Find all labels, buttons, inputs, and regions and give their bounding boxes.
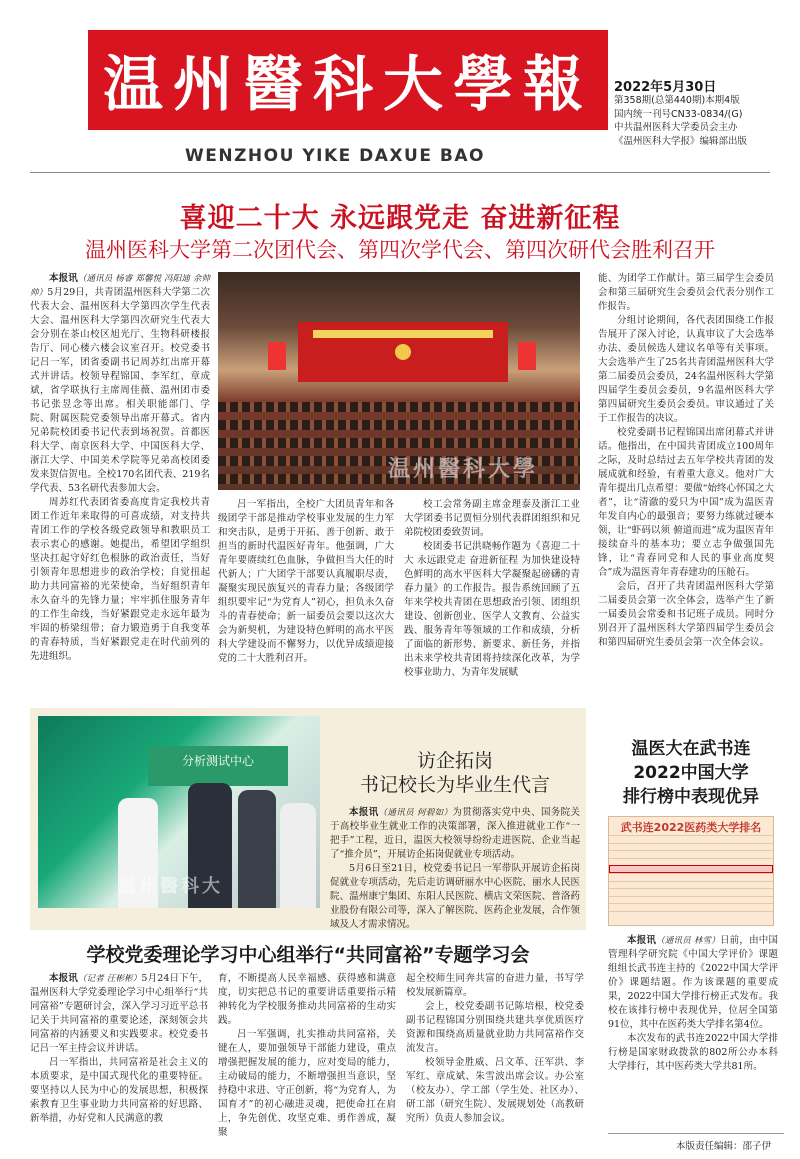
paragraph: 校领导金胜威、吕文革、汪军洪、李军红、章成斌、朱雪波出席会议。办公室（校友办）、学工部（学生处、社区办）、研工部（研究生院）、发展规划处（高教研究所）负责人参加会议。 xyxy=(406,1057,584,1124)
byline-label: 本报讯 xyxy=(49,273,78,284)
paragraph: 校党委副书记程锦国出席闭幕式并讲话。他指出，在中国共青团成立100周年之际，及时总结过去五年学校共青团的发展成就和经验，有着重大意义。他对广大青年提出几点希望：要做“始终心怀国之大者”，让“清澈的爱只为中国”成为温医青年发自内心的最强音；要努力练就过硬本领，让“虾码以须 俯道而进”成为温医青年接续奋斗的基本功；要立志争做强国先锋，让“青春同党和人民的事业高度契合”成为温医青年青春建功的压舱石。 xyxy=(598,427,774,578)
congress-photo xyxy=(218,272,580,490)
flag-icon xyxy=(518,342,536,370)
paragraph: 育，不断提高人民幸福感、获得感和满意度，切实把总书记的重要讲话重要指示精神转化为学校服务推动共同富裕的生动实践。 xyxy=(218,973,396,1026)
visit-title-line-2: 书记校长为毕业生代言 xyxy=(359,774,550,796)
paragraph: 吕一军指出，共同富裕是社会主义的本质要求，是中国式现代化的重要特征。要坚持以人民为中心的发展思想，积极探索教育卫生事业助力共同富裕的好思路、新举措，办好党和人民满意的教 xyxy=(30,1057,208,1124)
paragraph: 吕一军强调，扎实推动共同富裕，关键在人，要加强领导干部能力建设，重点增强把握发展的能力，应对变局的能力，主动破局的能力，不断增强担当意识，坚持稳中求进、守正创新，将“为党育人，为国育才”的初心融进灵魂，把使命扛在肩上，争先创优、攻坚克难、勇作善成，凝聚 xyxy=(218,1029,396,1138)
study-column-2 xyxy=(218,972,396,1140)
person xyxy=(280,803,316,908)
table-row xyxy=(609,873,773,881)
lead-column-4 xyxy=(598,272,774,650)
paragraph: 本次发布的武书连2022中国大学排行榜是国家财政拨款的802所公办本科大学排行，其中医药类大学共81所。 xyxy=(608,1033,778,1072)
study-title: 学校党委理论学习中心组举行“共同富裕”专题学习会 xyxy=(86,944,530,966)
byline-label: 本报讯 xyxy=(349,807,379,818)
issue-meta-line: 国内统一刊号CN33-0834/(G) xyxy=(614,108,743,120)
table-row xyxy=(609,881,773,889)
byline-reporters: （通讯员 何碧如） xyxy=(378,808,453,818)
audience-row xyxy=(218,438,580,448)
table-row xyxy=(609,903,773,911)
photo-watermark: 温州醫科大 xyxy=(118,876,223,897)
issue-meta-line: 第358期(总第440期)本期4版 xyxy=(614,95,740,106)
issue-meta xyxy=(614,94,747,148)
lead-column-3 xyxy=(404,498,580,680)
issue-meta-line: 中共温州医科大学委员会主办 xyxy=(614,122,738,133)
photo-watermark: 温州醫科大學 xyxy=(388,456,539,482)
paragraph: 吕一军指出，全校广大团员青年和各级团学干部是推动学校事业发展的生力军和突击队，是勇于开拓、善于创新、敢于担当的新时代温医好青年。他强调，广大青年要赓续红色血脉，争做担当大任的时代新人；广大团学干部要认真履职尽责，凝聚实现民族复兴的青春力量；各级团学组织要牢记“为党育人”初心，担负永久奋斗的青春使命；新一届委员会要以这次大会为新契机，为建设特色鲜明的高水平医科大学建设而不懈努力，以优异成绩迎接党的二十大胜利召开。 xyxy=(218,499,394,664)
ranking-body xyxy=(608,934,778,1074)
table-row xyxy=(609,896,773,904)
paragraph: 分组讨论期间，各代表团围绕工作报告展开了深入讨论，认真审议了大会选举办法、委员候选人建议名单等有关事项。大会选举产生了25名共青团温州医科大学第二届委员会委员，24名温州医科大学第四届学生委员会委员，9名温州医科大学第四届研究生委员会委员。审议通过了关于工作报告的决议。 xyxy=(598,315,774,424)
newspaper-pinyin: WENZHOU YIKE DAXUE BAO xyxy=(185,146,485,166)
byline-label: 本报讯 xyxy=(49,973,78,984)
lead-column-1 xyxy=(30,272,210,664)
paragraph-text: 5月24日下午，温州医科大学党委理论学习中心组举行“共同富裕”专题研讨会，深入学习习近平总书记关于共同富裕的重要论述，深刻领会共同富裕的内涵要义和实践要求。校党委书记吕一军主持会议并讲话。 xyxy=(30,973,208,1054)
table-row xyxy=(609,858,773,866)
table-row xyxy=(609,835,773,843)
masthead-banner xyxy=(88,30,608,130)
audience-row xyxy=(218,402,580,412)
issue-date: 2022年5月30日 xyxy=(614,80,717,95)
paragraph: 会上，校党委副书记陈培根，校党委副书记程锦国分别围绕共建共享优质医疗资源和围绕高质量就业助力共同富裕作交流发言。 xyxy=(406,1001,584,1054)
paragraph: 会后，召开了共青团温州医科大学第二届委员会第一次全体会，选举产生了新一届委员会常委和书记班子成员。同时分别召开了温州医科大学第四届学生委员会和第四届研究生委员会第一次全体会议。 xyxy=(598,581,774,648)
divider xyxy=(30,172,770,173)
ranking-image-title: 武书连2022医药类大学排名 xyxy=(620,821,762,834)
person xyxy=(238,790,276,908)
newspaper-title: 温州醫科大學報 xyxy=(103,50,593,120)
flag-icon xyxy=(268,342,286,370)
emblem-icon xyxy=(395,344,411,360)
stage-banner xyxy=(313,330,493,338)
paragraph: 起全校师生同奔共富的奋进力量，书写学校发展新篇章。 xyxy=(406,973,584,998)
divider xyxy=(608,1133,784,1134)
issue-meta-line: 《温州医科大学报》编辑部出版 xyxy=(614,135,748,147)
table-row xyxy=(609,850,773,858)
ranking-title-line-3: 排行榜中表现优异 xyxy=(623,787,759,807)
paragraph: 周苏红代表团省委高度肯定我校共青团工作近年来取得的可喜成绩，对支持共青团工作的学校各级党政领导和教职员工表示衷心的感谢。她提出，希望团学组织坚决扛起守好红色根脉的政治责任，当好引领青年思想进步的政治学校；自觉扭起助力共同富裕的光荣使命，当好组织青年永久奋斗的先锋力量；牢牢抓住服务青年的工作生命线，当好紧跟党走永远年最为牢固的桥梁纽带；奋力锻造勇于自我变革的青春特质，当好紧跟党走在时代前列的先进组织。 xyxy=(30,497,210,662)
audience-row xyxy=(218,420,580,430)
table-row xyxy=(609,843,773,851)
paragraph: 校团委书记洪晓畅作题为《喜迎二十大 永远跟党走 奋进新征程 为加快建设特色鲜明的高水平医科大学凝聚起磅礴的青春力量》的工作报告。报告系统回顾了五年来学校共青团在思想政治引领、团组织建设、创新创业、医学人文教育、公益实践、服务青年等领域的工作和成绩，分析了面临的新形势、新要求、新任务，并指出未来学校共青团将持续深化改革，为学校事业助力、为青年发展赋 xyxy=(404,541,580,678)
byline-reporters: （通讯员 林雪） xyxy=(656,936,720,946)
lead-subheadline: 温州医科大学第二次团代会、第四次学代会、第四次研代会胜利召开 xyxy=(85,238,715,262)
table-row-highlight xyxy=(609,865,773,873)
table-row xyxy=(609,888,773,896)
paragraph-text: 为贯彻落实党中央、国务院关于高校毕业生就业工作的决策部署，深入推进就业工作“一把手”工程，近日，温医大校领导纷纷走进医院、企业当起了“推介员”，开展访企拓岗促就业专项活动。 xyxy=(330,807,580,860)
visit-body xyxy=(330,806,580,932)
paragraph: 校工会常务副主席金理泰及浙江工业大学团委书记贾恒分别代表群团组织和兄弟院校团委致贺词。 xyxy=(404,499,580,538)
paragraph xyxy=(330,806,580,862)
ranking-title-line-2: 2022中国大学 xyxy=(633,763,749,783)
lab-sign: 分析测试中心 xyxy=(148,746,288,786)
study-column-3 xyxy=(406,972,584,1126)
visit-title-line-1: 访企拓岗 xyxy=(416,750,493,772)
byline-label: 本报讯 xyxy=(627,935,657,946)
paragraph: 5月6日至21日，校党委书记吕一军带队开展访企拓岗促就业专项活动，先后走访调研丽水中心医院、丽水人民医院、温州康宁集团、东阳人民医院、横店文荣医院、普洛药业股份有限公司等，深入了解医院、医药企业发展，合作领域及人才需求情况。 xyxy=(330,863,580,930)
lab-visit-photo xyxy=(38,716,320,908)
paragraph-text: 5月29日，共青团温州医科大学第二次代表大会、温州医科大学第四次学生代表大会、温州医科大学第四次研究生代表大会分别在茶山校区旭光厅、生物科研楼报告厅、同心楼六楼会议室召开。校党委书记吕一军，团省委副书记周苏红出席开幕式并讲话。校领导程锦国、李军红、章成斌，省学联执行主席周佳薇、温州团市委书记张昱念等出席。相关职能部门、学院、附属医院党委领导出席开幕式。省内兄弟院校团委书记代表到场祝贺。首都医科大学、南京医科大学、中国医科大学、浙江大学、中国美术学院等兄弟高校团委发来贺信贺电。全校170名团代表、219名学代表、53名研代表参加大会。 xyxy=(30,287,210,494)
lead-column-2 xyxy=(218,498,394,666)
paragraph-text: 日前，由中国管理科学研究院《中国大学评价》课题组组长武书连主持的《2022中国大学评价》课题结题。作为该课题的重要成果，2022中国大学排行榜正式发布。我校在该排行榜中表现优异，位居全国第91位，其中在医药类大学排名第4位。 xyxy=(608,935,778,1030)
ranking-title-line-1: 温医大在武书连 xyxy=(631,739,751,759)
paragraph xyxy=(30,272,210,496)
paragraph xyxy=(30,972,208,1056)
byline-reporters: （通讯员 杨睿 郑馨悦 冯阳迪 余帅帅） xyxy=(30,274,210,298)
paragraph: 能、为团学工作献计。第三届学生会委员会和第三届研究生会委员会代表分别作工作报告。 xyxy=(598,273,774,312)
study-column-1 xyxy=(30,972,208,1126)
ranking-table-image xyxy=(608,816,774,926)
byline-reporters: （记者 汪彬彬） xyxy=(77,974,142,984)
table-row xyxy=(609,911,773,919)
lead-headline: 喜迎二十大 永远跟党走 奋进新征程 xyxy=(179,203,621,234)
page-editor: 本版责任编辑：邵子伊 xyxy=(676,1141,772,1152)
paragraph xyxy=(608,934,778,1032)
